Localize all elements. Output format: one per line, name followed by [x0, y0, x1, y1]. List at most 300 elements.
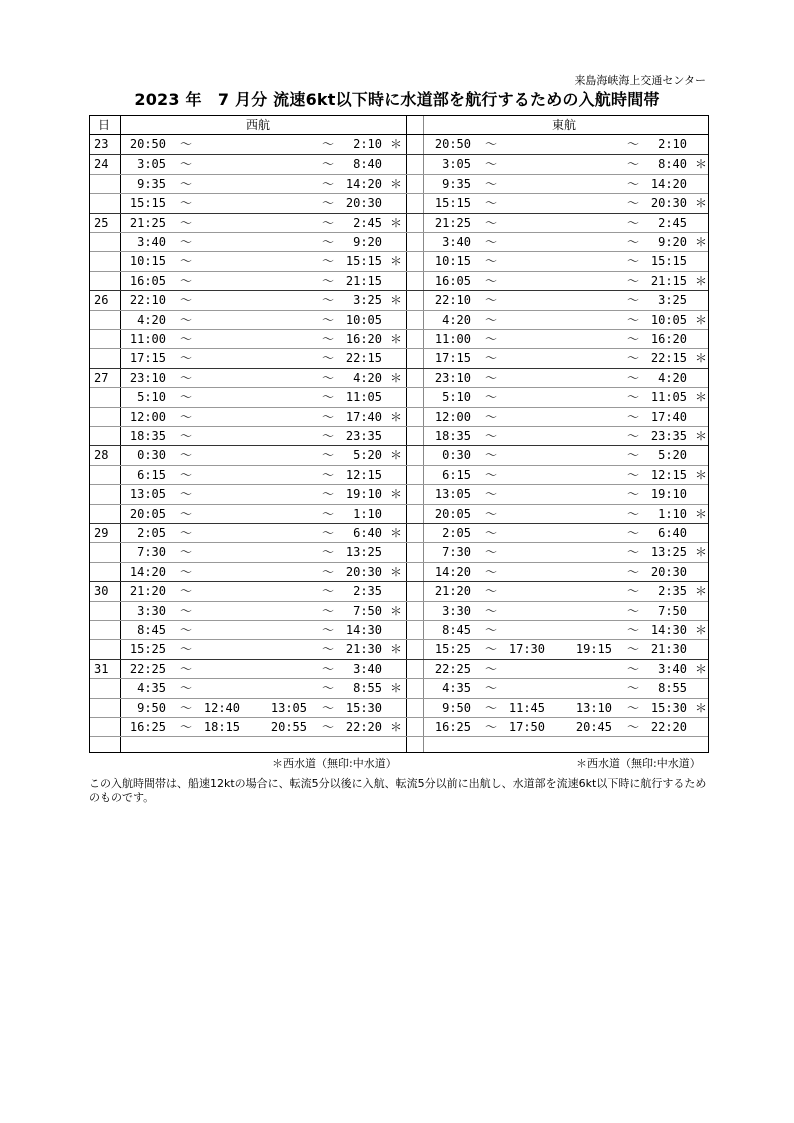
west-tilde: ～ [322, 196, 335, 211]
east-west-channel-mark [695, 640, 709, 659]
east-mid-time-2 [572, 543, 612, 562]
footer-west-legend: ＊西水道（無印:中水道） [272, 757, 397, 770]
west-tilde: ～ [180, 526, 193, 540]
west-mid-time-2: 20:55 [270, 720, 307, 734]
east-mid-time-2 [572, 155, 612, 174]
west-tilde: ～ [322, 157, 335, 172]
east-start-time: 21:20 [434, 584, 471, 599]
east-mid-time-1: 11:45 [508, 700, 545, 715]
east-tilde: ～ [485, 273, 498, 288]
east-west-channel-mark: ＊ [695, 157, 708, 172]
west-end-time: 15:30 [345, 700, 382, 715]
east-end-time: 11:05 [650, 390, 687, 405]
table-row [90, 368, 708, 387]
west-tilde: ～ [180, 584, 193, 599]
east-mid-time-2 [572, 679, 612, 698]
east-tilde: ～ [485, 254, 498, 269]
east-mid-time-2 [572, 602, 612, 621]
west-tilde: ～ [180, 273, 193, 288]
east-end-time: 21:30 [650, 642, 687, 657]
east-tilde: ～ [485, 564, 498, 579]
east-west-channel-mark [695, 485, 709, 504]
east-mid-time-1 [505, 311, 545, 330]
header-west: 西航 [246, 118, 271, 132]
west-end-time: 2:45 [353, 215, 382, 230]
day-cell: 27 [94, 370, 109, 385]
west-west-channel-mark: ＊ [390, 681, 403, 696]
day-cell: 26 [94, 293, 109, 308]
east-mid-time-2 [572, 446, 612, 465]
east-tilde: ～ [627, 370, 640, 385]
west-end-time: 2:35 [353, 584, 382, 599]
west-tilde: ～ [322, 487, 335, 502]
day-cell: 25 [94, 215, 109, 230]
table-row [90, 232, 708, 251]
west-mid-time-1 [200, 446, 240, 465]
day-cell [94, 737, 116, 756]
east-mid-time-1 [505, 543, 545, 562]
east-mid-time-1 [505, 214, 545, 233]
west-tilde: ～ [322, 700, 335, 715]
table-header-row [90, 116, 708, 135]
west-west-channel-mark: ＊ [390, 603, 403, 618]
day-cell [94, 602, 116, 621]
west-end-time: 17:40 [345, 409, 382, 424]
east-mid-time-1 [505, 252, 545, 271]
east-tilde: ～ [485, 700, 498, 715]
west-end-time [340, 737, 382, 756]
west-tilde: ～ [322, 137, 335, 151]
east-west-channel-mark [695, 408, 709, 427]
west-start-time: 4:20 [137, 312, 166, 327]
west-end-time: 8:55 [353, 681, 382, 696]
east-mid-time-2 [572, 505, 612, 524]
table-row [90, 581, 708, 600]
west-mid-time-2 [267, 582, 307, 601]
west-west-channel-mark: ＊ [390, 448, 403, 463]
day-cell: 28 [94, 448, 109, 463]
west-west-channel-mark: ＊ [390, 332, 403, 346]
east-west-channel-mark [695, 369, 709, 388]
west-tilde: ～ [322, 215, 335, 230]
west-tilde: ～ [322, 235, 335, 249]
west-west-channel-mark [390, 505, 404, 524]
schedule-table [89, 115, 709, 753]
east-end-time: 14:20 [650, 176, 687, 191]
west-tilde: ～ [322, 409, 335, 424]
east-end-time: 9:20 [658, 235, 687, 249]
west-tilde: ～ [180, 506, 193, 521]
east-mid-time-2 [572, 369, 612, 388]
west-west-channel-mark: ＊ [390, 215, 403, 230]
table-row [90, 387, 708, 406]
west-west-channel-mark [390, 621, 404, 640]
west-end-time: 15:15 [345, 254, 382, 269]
west-west-channel-mark [390, 466, 404, 485]
east-mid-time-2 [572, 485, 612, 504]
day-cell [94, 388, 116, 407]
east-west-channel-mark: ＊ [695, 623, 708, 637]
east-mid-time-2 [572, 135, 612, 154]
table-row [90, 290, 708, 309]
east-end-time: 20:30 [650, 564, 687, 579]
west-mid-time-2 [267, 524, 307, 543]
east-tilde: ～ [627, 254, 640, 269]
west-mid-time-2 [267, 155, 307, 174]
east-start-time: 4:20 [442, 312, 471, 327]
east-start-time: 11:00 [434, 332, 471, 346]
day-cell [94, 194, 116, 213]
east-start-time: 14:20 [434, 564, 471, 579]
east-end-time: 15:15 [650, 254, 687, 269]
east-mid-time-1 [505, 272, 545, 291]
east-tilde: ～ [627, 312, 640, 327]
west-west-channel-mark [390, 427, 404, 446]
east-end-time: 12:15 [650, 467, 687, 482]
west-mid-time-2 [267, 311, 307, 330]
east-mid-time-2 [572, 621, 612, 640]
west-tilde: ～ [180, 720, 193, 734]
west-mid-time-1 [200, 427, 240, 446]
east-end-time: 1:10 [658, 506, 687, 521]
west-mid-time-1 [200, 563, 240, 582]
east-west-channel-mark [695, 524, 709, 543]
table-row [90, 329, 708, 348]
west-tilde: ～ [180, 196, 193, 211]
day-cell [94, 233, 116, 252]
west-tilde: ～ [180, 254, 193, 269]
east-tilde: ～ [485, 448, 498, 463]
day-cell [94, 466, 116, 485]
east-start-time: 12:00 [434, 409, 471, 424]
east-start-time: 16:05 [434, 273, 471, 288]
west-mid-time-2 [267, 135, 307, 154]
east-mid-time-1 [505, 349, 545, 368]
west-mid-time-2 [267, 252, 307, 271]
east-tilde: ～ [627, 390, 640, 405]
table-row [90, 310, 708, 329]
east-mid-time-1 [505, 155, 545, 174]
east-start-time: 16:25 [434, 720, 471, 734]
west-tilde: ～ [180, 176, 193, 191]
west-end-time: 23:35 [345, 429, 382, 443]
east-end-time: 2:45 [658, 215, 687, 230]
east-west-channel-mark [695, 679, 709, 698]
east-mid-time-1 [505, 369, 545, 388]
west-mid-time-1 [200, 640, 240, 659]
west-tilde: ～ [180, 564, 193, 579]
table-row [90, 154, 708, 173]
west-tilde: ～ [180, 137, 193, 151]
east-west-channel-mark: ＊ [695, 429, 708, 443]
west-tilde: ～ [180, 312, 193, 327]
east-tilde: ～ [485, 623, 498, 637]
east-mid-time-2 [572, 524, 612, 543]
west-west-channel-mark [390, 388, 404, 407]
east-tilde: ～ [485, 137, 498, 151]
west-tilde: ～ [180, 623, 193, 637]
day-cell [94, 252, 116, 271]
west-start-time: 15:15 [129, 196, 166, 211]
east-tilde: ～ [627, 235, 640, 249]
day-cell: 29 [94, 526, 109, 540]
east-mid-time-2 [572, 466, 612, 485]
east-mid-time-1 [505, 194, 545, 213]
west-west-channel-mark: ＊ [390, 176, 403, 191]
west-tilde: ～ [180, 332, 193, 346]
east-tilde: ～ [485, 293, 498, 308]
east-start-time: 3:05 [442, 157, 471, 172]
east-mid-time-1 [505, 291, 545, 310]
west-tilde: ～ [322, 564, 335, 579]
east-tilde: ～ [485, 487, 498, 502]
west-end-time: 12:15 [345, 467, 382, 482]
west-start-time: 15:25 [129, 642, 166, 657]
day-cell [94, 640, 116, 659]
west-start-time: 16:05 [129, 273, 166, 288]
east-start-time: 8:45 [442, 623, 471, 637]
west-tilde: ～ [180, 409, 193, 424]
west-west-channel-mark: ＊ [390, 409, 403, 424]
west-mid-time-1 [200, 194, 240, 213]
east-west-channel-mark: ＊ [695, 312, 708, 327]
west-tilde: ～ [322, 273, 335, 288]
east-mid-time-1 [505, 388, 545, 407]
west-mid-time-2 [267, 349, 307, 368]
west-mid-time-1 [200, 291, 240, 310]
east-mid-time-2 [572, 737, 612, 756]
east-mid-time-2 [572, 582, 612, 601]
west-start-time: 17:15 [129, 351, 166, 366]
west-tilde: ～ [180, 448, 193, 463]
table-row [90, 678, 708, 697]
east-start-time: 7:30 [442, 545, 471, 560]
west-mid-time-2 [267, 272, 307, 291]
west-end-time: 11:05 [345, 390, 382, 405]
day-cell [94, 311, 116, 330]
east-mid-time-1 [505, 446, 545, 465]
west-mid-time-1 [200, 233, 240, 252]
west-mid-time-2 [267, 369, 307, 388]
west-tilde: ～ [180, 215, 193, 230]
table-row [90, 174, 708, 193]
east-tilde: ～ [627, 720, 640, 734]
east-west-channel-mark [695, 602, 709, 621]
west-mid-time-1 [200, 175, 240, 194]
west-end-time: 16:20 [345, 332, 382, 346]
east-mid-time-1 [505, 660, 545, 679]
day-cell [94, 505, 116, 524]
day-cell [94, 679, 116, 698]
east-mid-time-2 [572, 194, 612, 213]
west-tilde: ～ [322, 545, 335, 560]
east-end-time: 15:30 [650, 700, 687, 715]
east-tilde: ～ [627, 409, 640, 424]
west-mid-time-2 [267, 505, 307, 524]
west-mid-time-1 [200, 214, 240, 233]
west-west-channel-mark [390, 699, 404, 718]
east-start-time: 17:15 [434, 351, 471, 366]
table-row [90, 407, 708, 426]
east-tilde: ～ [485, 235, 498, 249]
explanatory-note: この入航時間帯は、船速12ktの場合に、転流5分以後に入航、転流5分以前に出航し、水道部を流速6kt以下時に航行するためのものです。 [89, 777, 707, 804]
west-end-time: 5:20 [353, 448, 382, 463]
east-tilde: ～ [627, 157, 640, 172]
west-west-channel-mark [390, 233, 404, 252]
west-tilde: ～ [180, 700, 193, 715]
table-row [90, 271, 708, 290]
east-mid-time-1 [505, 679, 545, 698]
day-cell [94, 272, 116, 291]
east-tilde: ～ [627, 448, 640, 463]
east-end-time: 22:15 [650, 351, 687, 366]
west-mid-time-1 [200, 485, 240, 504]
west-tilde: ～ [180, 545, 193, 560]
west-mid-time-2 [267, 330, 307, 349]
table-row [90, 562, 708, 581]
west-end-time: 7:50 [353, 603, 382, 618]
west-tilde: ～ [180, 370, 193, 385]
east-west-channel-mark: ＊ [695, 273, 708, 288]
east-end-time: 8:40 [658, 157, 687, 172]
east-tilde: ～ [627, 526, 640, 540]
east-tilde: ～ [485, 506, 498, 521]
west-start-time: 6:15 [137, 467, 166, 482]
day-cell [94, 699, 116, 718]
west-tilde: ～ [180, 293, 193, 308]
table-row [90, 484, 708, 503]
east-mid-time-2 [572, 214, 612, 233]
west-tilde: ～ [180, 390, 193, 405]
east-west-channel-mark [695, 175, 709, 194]
east-tilde: ～ [627, 273, 640, 288]
west-start-time: 2:05 [137, 526, 166, 540]
east-mid-time-1 [505, 175, 545, 194]
east-west-channel-mark: ＊ [695, 351, 708, 366]
east-west-channel-mark [695, 446, 709, 465]
east-west-channel-mark: ＊ [695, 390, 708, 405]
day-cell [94, 485, 116, 504]
east-tilde: ～ [485, 351, 498, 366]
west-start-time [124, 737, 166, 756]
west-west-channel-mark [390, 543, 404, 562]
west-mid-time-1: 12:40 [203, 700, 240, 715]
table-row [90, 659, 708, 678]
east-end-time: 23:35 [650, 429, 687, 443]
east-mid-time-1 [505, 233, 545, 252]
east-mid-time-2 [572, 311, 612, 330]
east-mid-time-1: 17:30 [508, 642, 545, 657]
east-mid-time-1 [505, 602, 545, 621]
east-end-time: 10:05 [650, 312, 687, 327]
east-start-time: 21:25 [434, 215, 471, 230]
west-west-channel-mark [390, 349, 404, 368]
west-start-time: 20:50 [129, 137, 166, 151]
west-west-channel-mark [390, 272, 404, 291]
east-west-channel-mark [695, 737, 709, 756]
table-row [90, 213, 708, 232]
east-mid-time-2 [572, 408, 612, 427]
west-tilde: ～ [322, 448, 335, 463]
east-end-time: 19:10 [650, 487, 687, 502]
east-tilde: ～ [627, 467, 640, 482]
east-start-time: 3:40 [442, 235, 471, 249]
east-start-time: 3:30 [442, 603, 471, 618]
west-start-time: 3:40 [137, 235, 166, 249]
table-row [90, 135, 708, 154]
west-tilde: ～ [180, 157, 193, 172]
west-tilde: ～ [322, 370, 335, 385]
east-start-time: 15:25 [434, 642, 471, 657]
west-start-time: 16:25 [129, 720, 166, 734]
east-end-time: 3:25 [658, 293, 687, 308]
east-west-channel-mark: ＊ [695, 545, 708, 560]
west-mid-time-2 [267, 291, 307, 310]
west-tilde: ～ [180, 661, 193, 676]
west-end-time: 14:20 [345, 176, 382, 191]
east-west-channel-mark [695, 135, 709, 154]
east-tilde: ～ [485, 642, 498, 657]
east-mid-time-2 [572, 233, 612, 252]
east-west-channel-mark [695, 252, 709, 271]
east-tilde: ～ [627, 545, 640, 560]
west-mid-time-2 [267, 543, 307, 562]
west-tilde: ～ [322, 390, 335, 405]
west-start-time: 22:25 [129, 661, 166, 676]
footer-east-legend: ＊西水道（無印:中水道） [576, 757, 701, 770]
east-tilde: ～ [485, 215, 498, 230]
table-row [90, 504, 708, 523]
west-tilde: ～ [180, 467, 193, 482]
west-start-time: 20:05 [129, 506, 166, 521]
west-tilde: ～ [322, 312, 335, 327]
east-start-time: 6:15 [442, 467, 471, 482]
west-start-time: 5:10 [137, 390, 166, 405]
east-tilde: ～ [627, 661, 640, 676]
west-tilde: ～ [322, 429, 335, 443]
west-end-time: 20:30 [345, 196, 382, 211]
west-west-channel-mark: ＊ [390, 642, 403, 657]
west-end-time: 22:20 [345, 720, 382, 734]
table-row [90, 698, 708, 717]
east-tilde: ～ [627, 293, 640, 308]
west-mid-time-1 [200, 602, 240, 621]
west-tilde: ～ [322, 332, 335, 346]
west-mid-time-2 [267, 466, 307, 485]
west-tilde: ～ [322, 720, 335, 734]
west-end-time: 14:30 [345, 623, 382, 637]
west-mid-time-1 [200, 252, 240, 271]
west-end-time: 3:25 [353, 293, 382, 308]
west-start-time: 21:20 [129, 584, 166, 599]
west-tilde: ～ [322, 293, 335, 308]
east-tilde: ～ [485, 176, 498, 191]
east-start-time: 4:35 [442, 681, 471, 696]
day-cell: 23 [94, 137, 109, 151]
east-start-time: 23:10 [434, 370, 471, 385]
west-west-channel-mark: ＊ [390, 293, 403, 308]
west-mid-time-2 [267, 175, 307, 194]
west-west-channel-mark: ＊ [390, 370, 403, 385]
table-row [90, 601, 708, 620]
east-end-time: 14:30 [650, 623, 687, 637]
west-tilde: ～ [322, 603, 335, 618]
east-mid-time-1 [505, 485, 545, 504]
east-tilde: ～ [485, 390, 498, 405]
west-mid-time-1 [200, 135, 240, 154]
east-tilde: ～ [627, 584, 640, 599]
west-mid-time-2 [267, 194, 307, 213]
